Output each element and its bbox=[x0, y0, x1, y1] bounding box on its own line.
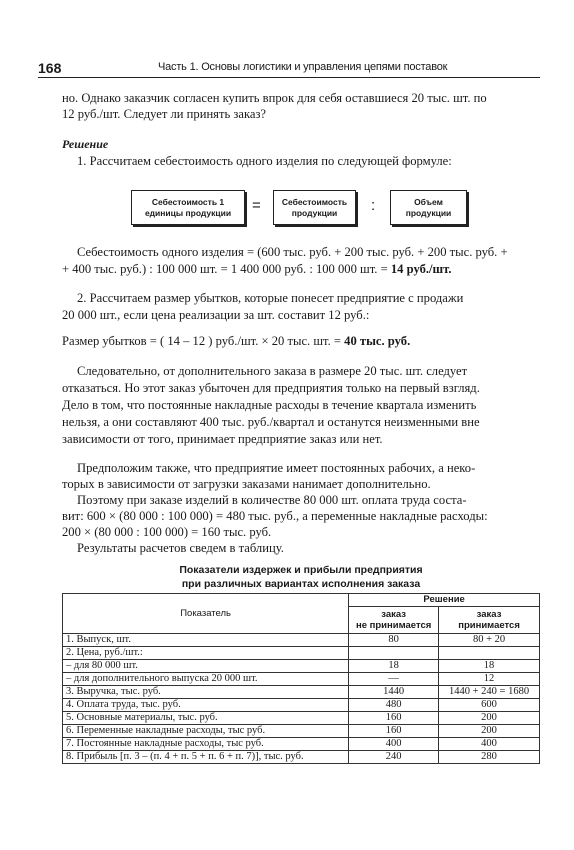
formula-text: продукции bbox=[405, 207, 452, 218]
formula-box-production-cost bbox=[273, 190, 356, 225]
running-title: Часть 1. Основы логистики и управления цепями поставок bbox=[158, 61, 448, 73]
column-header-not-accepted bbox=[349, 607, 439, 634]
results-table bbox=[62, 593, 540, 764]
loss-line bbox=[62, 334, 410, 349]
calc1-result: 14 руб./шт. bbox=[390, 262, 452, 276]
loss-text: Размер убытков = ( 14 – 12 ) руб./шт. × 20 тыс. шт. = bbox=[62, 334, 345, 348]
para4-line: 200 × (80 000 : 100 000) = 160 тыс. руб. bbox=[62, 525, 272, 539]
table-caption: Показатели издержек и прибыли предприятия bbox=[179, 564, 423, 576]
accepted-cell: 200 bbox=[439, 725, 540, 738]
accepted-cell: 200 bbox=[439, 712, 540, 725]
page-number: 168 bbox=[38, 60, 62, 76]
calc1-text: + 400 тыс. руб.) : 100 000 шт. = 1 400 000 руб. : 100 000 шт. = bbox=[62, 262, 391, 276]
para4-line: Поэтому при заказе изделий в количестве 80 000 шт. оплата труда соста- bbox=[77, 493, 467, 507]
calc1-line bbox=[62, 262, 452, 277]
indicator-cell: – для 80 000 шт. bbox=[63, 660, 349, 673]
formula-text: продукции bbox=[291, 207, 338, 218]
not-accepted-cell: 160 bbox=[349, 712, 439, 725]
accepted-cell: 18 bbox=[439, 660, 540, 673]
accepted-cell: 600 bbox=[439, 699, 540, 712]
table-row bbox=[63, 725, 540, 738]
indicator-cell: 1. Выпуск, шт. bbox=[63, 634, 349, 647]
division-sign: : bbox=[371, 197, 376, 214]
table-row bbox=[63, 647, 540, 660]
accepted-cell bbox=[439, 647, 540, 660]
not-accepted-cell: 480 bbox=[349, 699, 439, 712]
accepted-cell: 12 bbox=[439, 673, 540, 686]
indicator-cell: 5. Основные материалы, тыс. руб. bbox=[63, 712, 349, 725]
para3-line: зависимости от того, принимает предприятие заказ или нет. bbox=[62, 432, 383, 446]
indicator-cell: 4. Оплата труда, тыс. руб. bbox=[63, 699, 349, 712]
formula-text: Себестоимость 1 bbox=[151, 196, 225, 207]
para4-line: Результаты расчетов сведем в таблицу. bbox=[77, 541, 284, 555]
formula-box-volume bbox=[390, 190, 467, 225]
intro-line: 12 руб./шт. Следует ли принять заказ? bbox=[62, 107, 267, 121]
step1-text: 1. Рассчитаем себестоимость одного изделия по следующей формуле: bbox=[77, 154, 452, 168]
calc1-line: Себестоимость одного изделия = (600 тыс. руб. + 200 тыс. руб. + 200 тыс. руб. + bbox=[77, 245, 508, 259]
para3-line: Следовательно, от дополнительного заказа в размере 20 тыс. шт. следует bbox=[77, 364, 468, 378]
indicator-cell: – для дополнительного выпуска 20 000 шт. bbox=[63, 673, 349, 686]
column-header-indicator: Показатель bbox=[63, 594, 349, 634]
not-accepted-cell: 400 bbox=[349, 738, 439, 751]
equals-sign: = bbox=[252, 197, 261, 214]
formula-text: единицы продукции bbox=[144, 207, 232, 218]
header-text: заказ bbox=[476, 609, 502, 620]
formula-box-unit-cost bbox=[131, 190, 245, 225]
header-text: не принимается bbox=[355, 620, 432, 631]
not-accepted-cell bbox=[349, 647, 439, 660]
para4-line: торых в зависимости от загрузки заказами нанимает дополнительно. bbox=[62, 477, 431, 491]
intro-line: но. Однако заказчик согласен купить впрок для себя оставшиеся 20 тыс. шт. по bbox=[62, 91, 487, 105]
table-row bbox=[63, 686, 540, 699]
table-row bbox=[63, 634, 540, 647]
not-accepted-cell: 80 bbox=[349, 634, 439, 647]
indicator-cell: 8. Прибыль [п. 3 – (п. 4 + п. 5 + п. 6 + п. 7)], тыс. руб. bbox=[63, 751, 349, 764]
formula-text: Себестоимость bbox=[281, 196, 348, 207]
table-row bbox=[63, 738, 540, 751]
para4-line: вит: 600 × (80 000 : 100 000) = 480 тыс. руб., а переменные накладные расходы: bbox=[62, 509, 488, 523]
header-text: заказ bbox=[381, 609, 407, 620]
para4-line: Предположим также, что предприятие имеет постоянных рабочих, а неко- bbox=[77, 461, 476, 475]
indicator-cell: 2. Цена, руб./шт.: bbox=[63, 647, 349, 660]
indicator-cell: 6. Переменные накладные расходы, тыс руб. bbox=[63, 725, 349, 738]
not-accepted-cell: 160 bbox=[349, 725, 439, 738]
accepted-cell: 1440 + 240 = 1680 bbox=[439, 686, 540, 699]
table-row bbox=[63, 712, 540, 725]
accepted-cell: 400 bbox=[439, 738, 540, 751]
accepted-cell: 80 + 20 bbox=[439, 634, 540, 647]
column-header-accepted bbox=[439, 607, 540, 634]
solution-heading: Решение bbox=[62, 137, 109, 151]
para3-line: нельзя, а они составляют 400 тыс. руб./квартал и останутся неизменными вне bbox=[62, 415, 480, 429]
table-row bbox=[63, 673, 540, 686]
not-accepted-cell: 240 bbox=[349, 751, 439, 764]
table-caption: при различных вариантах исполнения заказа bbox=[181, 578, 421, 590]
step2-line: 20 000 шт., если цена реализации за шт. составит 12 руб.: bbox=[62, 308, 370, 322]
header-text: принимается bbox=[458, 620, 520, 631]
not-accepted-cell: 18 bbox=[349, 660, 439, 673]
accepted-cell: 280 bbox=[439, 751, 540, 764]
table-row bbox=[63, 660, 540, 673]
column-header-decision: Решение bbox=[349, 594, 540, 607]
formula-text: Объем bbox=[414, 196, 443, 207]
not-accepted-cell: — bbox=[349, 673, 439, 686]
indicator-cell: 7. Постоянные накладные расходы, тыс руб. bbox=[63, 738, 349, 751]
not-accepted-cell: 1440 bbox=[349, 686, 439, 699]
table-row bbox=[63, 699, 540, 712]
indicator-cell: 3. Выручка, тыс. руб. bbox=[63, 686, 349, 699]
loss-result: 40 тыс. руб. bbox=[344, 334, 411, 348]
para3-line: Дело в том, что постоянные накладные расходы в течение квартала изменить bbox=[62, 398, 477, 412]
para3-line: отказаться. Но этот заказ убыточен для предприятия только на первый взгляд. bbox=[62, 381, 480, 395]
step2-line: 2. Рассчитаем размер убытков, которые понесет предприятие с продажи bbox=[77, 291, 464, 305]
table-row bbox=[63, 751, 540, 764]
header-rule bbox=[38, 77, 540, 78]
